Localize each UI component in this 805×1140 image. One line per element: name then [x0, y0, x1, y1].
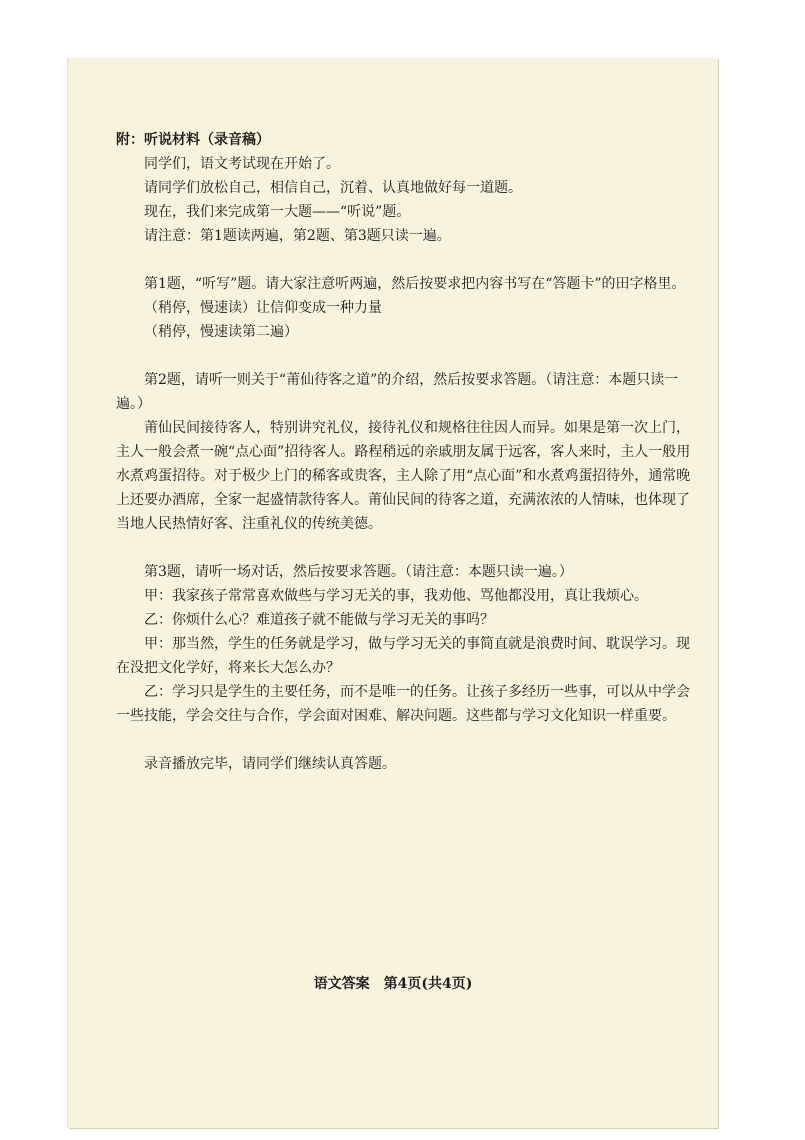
dialogue-line: 乙：学习只是学生的主要任务，而不是唯一的任务。让孩子多经历一些事，可以从中学会一些技能，学会交往与合作，学会面对困难、解决问题。这些都与学习文化知识一样重要。: [116, 684, 690, 724]
closing-line: 录音播放完毕，请同学们继续认真答题。: [144, 756, 396, 772]
intro-line: 现在，我们来完成第一大题——“听说”题。: [144, 204, 411, 220]
page-footer: 语文答案 第4页(共4页): [313, 976, 473, 992]
script-title: 附：听说材料（录音稿）: [116, 132, 270, 148]
q1-instruction: 第1题，“听写”题。请大家注意听两遍，然后按要求把内容书写在“答题卡”的田字格里。: [144, 276, 686, 292]
intro-line: 请同学们放松自己，相信自己，沉着、认真地做好每一道题。: [144, 180, 522, 196]
q2-passage: 莆仙民间接待客人，特别讲究礼仪，接待礼仪和规格往往因人而异。如果是第一次上门，主人一般会煮一碗“点心面”招待客人。路程稍远的亲戚朋友属于远客，客人来时，主人一般用水煮鸡蛋招待。对于极少上门的稀客或贵客，主人除了用“点心面”和水煮鸡蛋招待外，通常晚上还要办酒席，全家一起盛情款待客人。莆仙民间的待客之道，充满浓浓的人情味，也体现了当地人民热情好客、注重礼仪的传统美德。: [116, 420, 691, 532]
dialogue-line: 甲：那当然，学生的任务就是学习，做与学习无关的事简直就是浪费时间、耽误学习。现在没把文化学好，将来长大怎么办？: [116, 636, 690, 676]
q1-dictation-text: （稍停，慢速读）让信仰变成一种力量: [144, 300, 382, 316]
q2-instruction: 第2题，请听一则关于“莆仙待客之道”的介绍，然后按要求答题。（请注意：本题只读一遍。）: [116, 372, 679, 412]
intro-line: 同学们，语文考试现在开始了。: [144, 156, 340, 172]
intro-line: 请注意：第1题读两遍，第2题、第3题只读一遍。: [144, 228, 451, 244]
q3-instruction: 第3题，请听一场对话，然后按要求答题。（请注意：本题只读一遍。）: [144, 564, 573, 580]
listening-script: [116, 128, 691, 776]
answer-sheet-page: [68, 58, 718, 1128]
dialogue-line: 甲：我家孩子常常喜欢做些与学习无关的事，我劝他、骂他都没用，真让我烦心。: [144, 588, 648, 604]
dialogue-line: 乙：你烦什么心？难道孩子就不能做与学习无关的事吗？: [144, 612, 494, 628]
q1-second-reading: （稍停，慢速读第二遍）: [144, 324, 298, 340]
